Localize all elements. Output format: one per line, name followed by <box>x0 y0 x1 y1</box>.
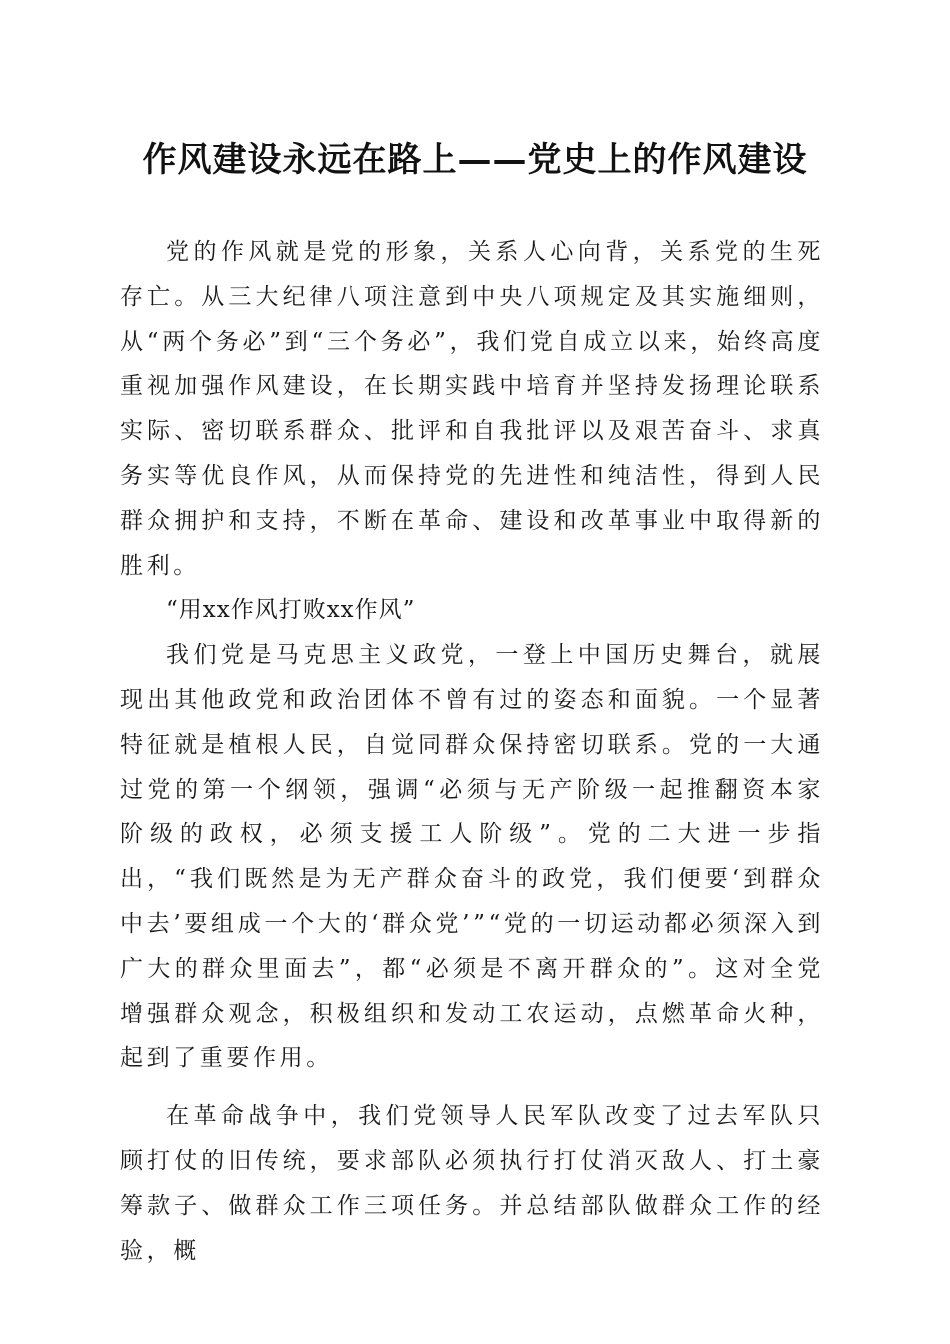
document-title: 作风建设永远在路上——党史上的作风建设 <box>142 140 808 180</box>
paragraph-party-masses: 我们党是马克思主义政党，一登上中国历史舞台，就展现出其他政党和政治团体不曾有过的姿态和面貌。一个显著特征就是植根人民，自觉同群众保持密切联系。党的一大通过党的第一个纲领，强调“必须与无产阶级一起推翻资本家阶级的政权，必须支援工人阶级”。党的二大进一步指出，“我们既然是为无产群众奋斗的政党，我们便要‘到群众中去’要组成一个大的‘群众党’”“党的一切运动都必须深入到广大的群众里面去”，都“必须是不离开群众的”。这对全党增强群众观念，积极组织和发动工农运动，点燃革命火种，起到了重要作用。 <box>120 642 824 1072</box>
paragraph-revolutionary-war: 在革命战争中，我们党领导人民军队改变了过去军队只顾打仗的旧传统，要求部队必须执行打仗消灭敌人、打土豪筹款子、做群众工作三项任务。并总结部队做群众工作的经验，概 <box>120 1103 824 1264</box>
section-heading: “用xx作风打败xx作风” <box>166 597 416 624</box>
document-body <box>120 230 824 1273</box>
paragraph-intro: 党的作风就是党的形象，关系人心向背，关系党的生死存亡。从三大纪律八项注意到中央八项规定及其实施细则，从“两个务必”到“三个务必”，我们党自成立以来，始终高度重视加强作风建设，在长期实践中培育并坚持发扬理论联系实际、密切联系群众、批评和自我批评以及艰苦奋斗、求真务实等优良作风，从而保持党的先进性和纯洁性，得到人民群众拥护和支持，不断在革命、建设和改革事业中取得新的胜利。 <box>120 239 824 579</box>
